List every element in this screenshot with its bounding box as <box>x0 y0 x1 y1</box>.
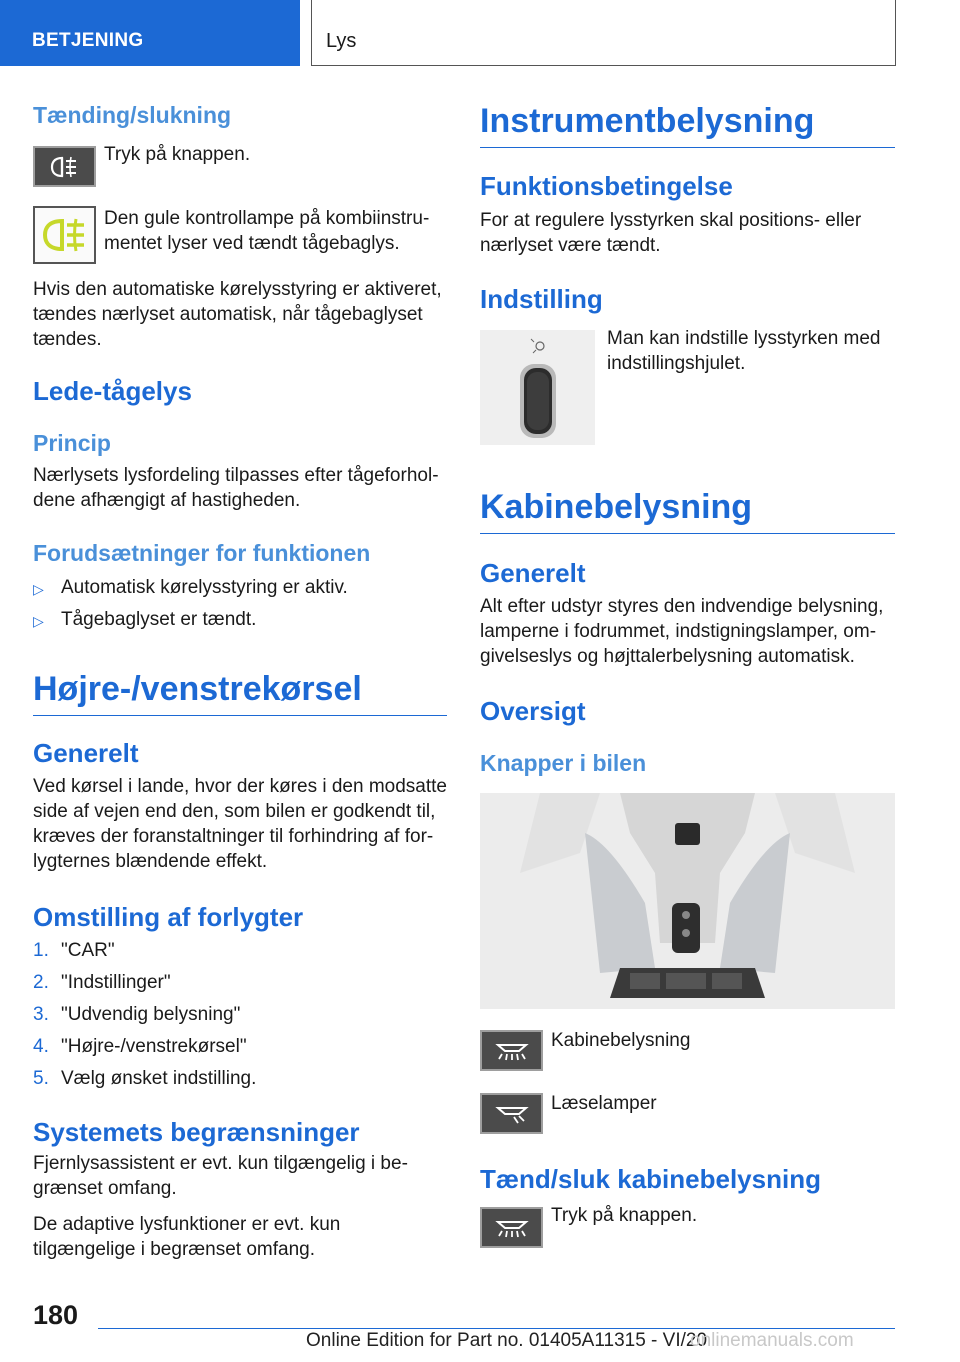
icon-row-taend-sluk <box>480 1207 697 1248</box>
heading-omstilling: Omstilling af forlygter <box>33 902 304 932</box>
footer-divider <box>98 1328 895 1329</box>
overhead-console-image <box>480 793 895 1009</box>
icon-row-laeselamper <box>480 1093 657 1134</box>
heading-generelt-right: Generelt <box>480 558 586 588</box>
icon-text-fog-button: Tryk på knappen. <box>104 144 251 165</box>
reading-light-icon <box>480 1093 543 1134</box>
heading-princip: Princip <box>33 430 111 456</box>
paragraph-princip: Nærlysets lysfordeling tilpasses efter tågeforholdene afhængigt af hastigheden. <box>33 465 439 511</box>
triangle-bullet-icon: ▷ <box>33 613 44 629</box>
paragraph-indstilling: Man kan indstille lysstyrken med indstillingshjulet. <box>607 328 881 374</box>
heading-knapper: Knapper i bilen <box>480 750 647 776</box>
heading-generelt-left: Generelt <box>33 738 139 768</box>
list-item: ▷ Automatisk kørelysstyring er aktiv. <box>33 575 348 602</box>
heading-systemets: Systemets begrænsninger <box>33 1117 360 1147</box>
icon-row-fog-indicator <box>33 206 447 264</box>
heading-taending: Tænding/slukning <box>33 102 232 128</box>
list-item: 4. "Højre-/venstrekørsel" <box>33 1036 247 1057</box>
paragraph-system-1: Fjernlysassistent er evt. kun tilgængelig i begrænset omfang. <box>33 1153 408 1199</box>
icon-row-kabinebelysning <box>480 1030 690 1071</box>
paragraph-system-2: De adaptive lysfunktioner er evt. kun tilgængelige i begrænset omfang. <box>33 1214 341 1260</box>
icon-text-kabinebelysning: Kabinebelysning <box>551 1030 691 1051</box>
heading-lede-taagelys: Lede-tågelys <box>33 376 192 406</box>
heading-indstilling: Indstilling <box>480 284 603 314</box>
icon-text-laeselamper: Læselamper <box>551 1093 657 1114</box>
heading-taend-sluk: Tænd/sluk kabinebelysning <box>480 1164 821 1194</box>
icon-row-fog-button <box>33 146 447 187</box>
paragraph-funktion: For at regulere lysstyrken skal positions- eller nærlyset være tændt. <box>480 210 862 256</box>
heading-kabinebelysning: Kabinebelysning <box>480 488 895 534</box>
heading-funktionsbetingelse: Funktionsbetingelse <box>480 171 733 201</box>
heading-forudsaetninger: Forudsætninger for funktionen <box>33 540 371 566</box>
watermark: onlinemanuals.com <box>690 1330 854 1351</box>
footer-edition: Online Edition for Part no. 01405A11315 - VI/20 <box>306 1330 708 1351</box>
interior-light-icon <box>480 1030 543 1071</box>
page-header <box>0 0 960 66</box>
list-item: 1. "CAR" <box>33 940 115 961</box>
icon-text-taend-sluk: Tryk på knappen. <box>551 1205 698 1226</box>
section-tab: BETJENING <box>0 0 300 66</box>
fog-light-icon <box>33 146 96 187</box>
paragraph-generelt-right: Alt efter udstyr styres den indvendige belysning, lamperne i fodrummet, indstigningslamper, omgivelseslys og højttalerbelysning automatisk. <box>480 596 884 667</box>
list-item: ▷ Tågebaglyset er tændt. <box>33 607 256 634</box>
triangle-bullet-icon: ▷ <box>33 581 44 597</box>
chapter-title: Lys <box>311 0 896 66</box>
page-footer <box>0 1290 960 1362</box>
heading-instrumentbelysning: Instrumentbelysning <box>480 102 895 148</box>
paragraph-taending: Hvis den automatiske kørelysstyring er aktiveret, tændes nærlyset automatisk, når tågebaglyset tændes. <box>33 279 442 350</box>
dimmer-wheel-image <box>480 330 595 445</box>
paragraph-generelt-left: Ved kørsel i lande, hvor der køres i den modsatte side af vejen end den, som bilen er godkendt til, kræves der foranstaltninger til forhindring af forlygternes blændende effekt. <box>33 776 447 872</box>
list-item: 2. "Indstillinger" <box>33 972 171 993</box>
fog-light-indicator-icon <box>33 206 96 264</box>
list-item: 3. "Udvendig belysning" <box>33 1004 241 1025</box>
heading-hojre-venstre: Højre-/venstrekørsel <box>33 670 447 716</box>
icon-text-fog-indicator: Den gule kontrollampe på kombiinstrumentet lyser ved tændt tågebaglys. <box>104 208 430 254</box>
page-number: 180 <box>33 1300 79 1330</box>
interior-light-icon <box>480 1207 543 1248</box>
list-item: 5. Vælg ønsket indstilling. <box>33 1068 257 1089</box>
heading-oversigt: Oversigt <box>480 696 586 726</box>
